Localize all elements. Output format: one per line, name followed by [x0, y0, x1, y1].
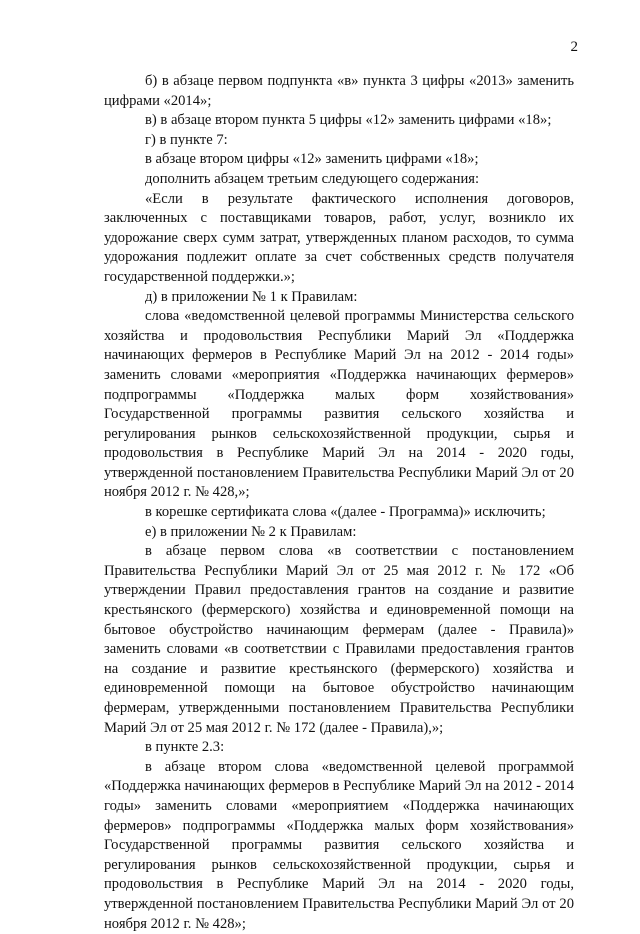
document-body [104, 72, 574, 934]
paragraph: дополнить абзацем третьим следующего содержания: [145, 170, 480, 187]
paragraph: д) в приложении № 1 к Правилам: [145, 288, 358, 305]
page-number: 2 [570, 39, 578, 55]
paragraph: е) в приложении № 2 к Правилам: [145, 523, 357, 540]
paragraph: в абзаце первом слова «в соответствии с постановлением Правительства Республики Марий Эл от 25 мая 2012 г. № 172 «Об утверждении Правил предоставления грантов на создание и развитие крестьянского (фермерского) хозяйства и единовременной помощи на бытовое обустройство начинающим фермерам (далее - Правила)» заменить словами «в соответствии с Правилами предоставления грантов на создание и развитие крестьянского (фермерского) хозяйства и единовременной помощи на бытовое обустройство начинающим фермерам, утвержденными постановлением Правительства Республики Марий Эл от 25 мая 2012 г. № 172 (далее - Правила),»; [104, 543, 574, 736]
paragraph: слова «ведомственной целевой программы Министерства сельского хозяйства и продовольствия Республики Марий Эл «Поддержка начинающих фермеров в Республике Марий Эл на 2012 - 2014 годы» заменить словами «мероприятия «Поддержка начинающих фермеров» подпрограммы «Поддержка малых форм хозяйствования» Государственной программы развития сельского хозяйства и регулирования рынков сельскохозяйственной продукции, сырья и продовольствия в Республике Марий Эл на 2014 - 2020 годы, утвержденной постановлением Правительства Республики Марий Эл от 20 ноября 2012 г. № 428,»; [104, 308, 574, 501]
paragraph: б) в абзаце первом подпункта «в» пункта 3 цифры «2013» заменить цифрами «2014»; [104, 73, 574, 109]
paragraph: в пункте 2.3: [145, 739, 225, 756]
paragraph: г) в пункте 7: [145, 131, 228, 148]
paragraph: в) в абзаце втором пункта 5 цифры «12» заменить цифрами «18»; [145, 112, 552, 129]
paragraph: «Если в результате фактического исполнения договоров, заключенных с поставщиками товаров, работ, услуг, возникло их удорожание сверх сумм затрат, утвержденных планом расходов, то сумма удорожания подлежит оплате за счет собственных средств получателя государственной поддержки.»; [104, 190, 574, 285]
paragraph: в абзаце втором цифры «12» заменить цифрами «18»; [145, 151, 479, 168]
paragraph: в корешке сертификата слова «(далее - Программа)» исключить; [145, 504, 546, 521]
paragraph: в абзаце втором слова «ведомственной целевой программой «Поддержка начинающих фермеров в Республике Марий Эл на 2012 - 2014 годы» заменить словами «мероприятием «Поддержка начинающих фермеров» подпрограммы «Поддержка малых форм хозяйствования» Государственной программы развития сельского хозяйства и регулирования рынков сельскохозяйственной продукции, сырья и продовольствия в Республике Марий Эл на 2014 - 2020 годы, утвержденной постановлением Правительства Республики Марий Эл от 20 ноября 2012 г. № 428»; [104, 758, 574, 932]
